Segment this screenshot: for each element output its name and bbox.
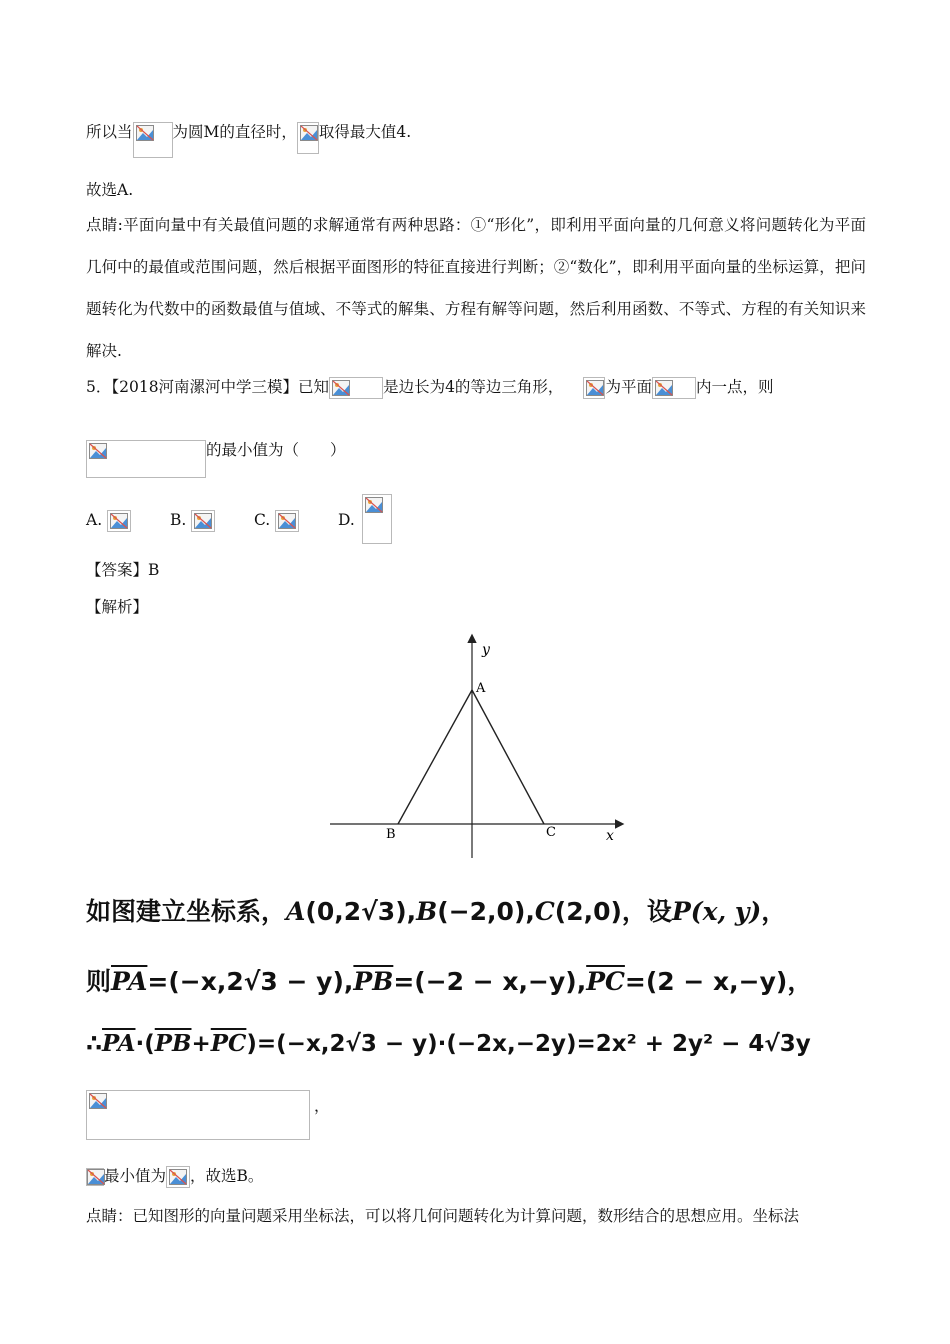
math: (x, y)	[690, 897, 762, 926]
broken-image-icon	[107, 510, 131, 532]
math: A	[286, 897, 306, 926]
text: ，故选B。	[190, 1167, 264, 1185]
text: 内一点，则	[695, 378, 774, 396]
text: 如图建立坐标系，	[86, 897, 287, 926]
math: C	[534, 897, 555, 926]
option-a	[86, 510, 131, 532]
text: ，设	[621, 897, 672, 926]
min-value-line	[86, 1166, 263, 1188]
point-c-label: C	[546, 825, 556, 840]
math: (−2,0),	[437, 897, 535, 926]
math: (0,2√3),	[305, 897, 417, 926]
text: ∴	[86, 1031, 103, 1057]
vector: $\overline{PA}$	[102, 1030, 136, 1057]
math: =(2 − x,−y)	[624, 967, 788, 996]
option-label: B.	[170, 511, 187, 529]
math: )=(−x,2√3 − y)·(−2x,−2y)=2x² + 2y² − 4√3y	[246, 1031, 811, 1057]
broken-image-icon	[329, 377, 383, 399]
broken-image-icon	[362, 494, 392, 544]
text: 取得最大值4.	[318, 123, 412, 141]
broken-image-icon	[652, 377, 696, 399]
equation-coordinates	[86, 892, 786, 928]
text: 所以当	[86, 123, 133, 141]
vector: $\overline{PB}$	[353, 967, 394, 996]
vector: $\overline{PC}$	[210, 1030, 247, 1057]
line-max-value	[86, 122, 411, 158]
vector: $\overline{PC}$	[586, 967, 625, 996]
text: 是边长为4的等边三角形，	[383, 378, 564, 396]
math: +	[191, 1031, 211, 1057]
x-axis-label: x	[606, 828, 614, 844]
math: ·(	[135, 1031, 155, 1057]
math: P	[671, 897, 691, 926]
text: 最小值为	[104, 1167, 167, 1185]
comment-paragraph: 点睛:平面向量中有关最值问题的求解通常有两种思路：①“形化”，即利用平面向量的几何意义将问题转化为平面几何中的最值或范围问题，然后根据平面图形的特征直接进行判断；②“数化”，即利用平面向量的坐标运算，把问题转化为代数中的函数最值与值域、不等式的解集、方程有解等问题，然后利用函数、不等式、方程的有关知识来解决.	[86, 216, 866, 360]
text: 的最小值为（ ）	[206, 441, 346, 459]
text: ，	[761, 897, 787, 926]
text: ，	[314, 1097, 330, 1115]
vector: $\overline{PB}$	[154, 1030, 192, 1057]
broken-image-icon	[133, 122, 173, 158]
option-label: A.	[86, 511, 103, 529]
broken-image-icon	[583, 377, 605, 399]
broken-image-icon	[86, 1168, 104, 1186]
y-axis-label: y	[482, 642, 490, 658]
math: (2,0)	[554, 897, 622, 926]
point-a-label: A	[476, 681, 486, 696]
text: 为平面	[605, 378, 652, 396]
text: ，	[787, 967, 813, 996]
broken-image-icon	[191, 510, 215, 532]
problem-5-line2	[86, 440, 346, 478]
math: =(−x,2√3 − y),	[147, 967, 354, 996]
triangle-coordinate-figure	[330, 630, 630, 860]
text: 为圆M的直径时，	[172, 123, 297, 141]
point-b-label: B	[386, 827, 396, 842]
edge-ab	[398, 690, 472, 824]
option-d	[338, 510, 355, 530]
answer-label: 【答案】B	[86, 561, 160, 579]
broken-image-icon	[297, 122, 319, 154]
choose-a-text: 故选A.	[86, 181, 134, 199]
broken-image-icon	[86, 440, 206, 478]
option-b	[170, 510, 215, 532]
vector: $\overline{PA}$	[111, 967, 148, 996]
analysis-label: 【解析】	[86, 598, 149, 616]
equation-vectors	[86, 962, 812, 998]
equation-dot-product	[86, 1030, 811, 1057]
broken-image-icon	[275, 510, 299, 532]
option-c	[254, 510, 299, 532]
option-label: D.	[338, 511, 355, 529]
option-label: C.	[254, 511, 271, 529]
broken-image-icon	[86, 1090, 310, 1140]
image-line	[86, 1090, 330, 1140]
math: =(−2 − x,−y),	[393, 967, 587, 996]
text: 则	[86, 967, 112, 996]
text: 5．【2018河南漯河中学三模】已知	[86, 378, 330, 396]
comment-2: 点睛：已知图形的向量问题采用坐标法，可以将几何问题转化为计算问题，数形结合的思想应用。坐标法	[86, 1207, 800, 1225]
edge-ac	[472, 690, 544, 824]
problem-5-statement	[86, 377, 773, 399]
math: B	[416, 897, 438, 926]
broken-image-icon	[166, 1166, 190, 1188]
